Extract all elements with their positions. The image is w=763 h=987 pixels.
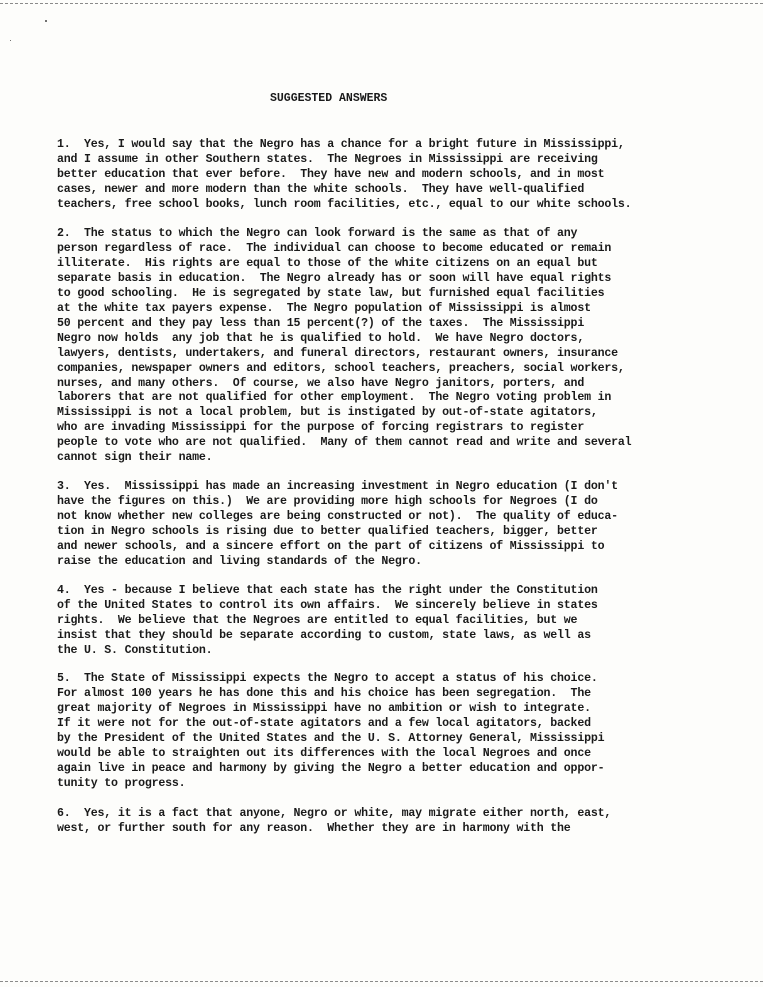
text-line: 5. The State of Mississippi expects the Negro to accept a status of his choice. xyxy=(57,672,598,685)
text-line: separate basis in education. The Negro already has or soon will have equal rights xyxy=(57,271,612,285)
text-line: nurses, and many others. Of course, we also have Negro janitors, porters, and xyxy=(57,376,585,390)
answer-3 xyxy=(57,480,707,570)
text-line: 2. The status to which the Negro can look forward is the same as that of any xyxy=(57,227,578,240)
text-line: tunity to progress. xyxy=(57,776,186,790)
text-line: raise the education and living standards of the Negro. xyxy=(57,554,422,568)
answer-6 xyxy=(57,807,707,837)
text-line: not know whether new colleges are being constructed or not). The quality of educa- xyxy=(57,509,618,523)
text-line: rights. We believe that the Negroes are entitled to equal facilities, but we xyxy=(57,613,578,627)
text-line: person regardless of race. The individual can choose to become educated or remain xyxy=(57,241,612,255)
answer-5 xyxy=(57,672,707,792)
text-line: lawyers, dentists, undertakers, and funeral directors, restaurant owners, insurance xyxy=(57,346,618,360)
text-line: 3. Yes. Mississippi has made an increasing investment in Negro education (I don't xyxy=(57,480,618,493)
text-line: to good schooling. He is segregated by state law, but furnished equal facilities xyxy=(57,286,605,300)
text-line: companies, newspaper owners and editors, school teachers, preachers, social workers, xyxy=(57,361,625,375)
answer-4 xyxy=(57,584,707,659)
text-line: by the President of the United States and the U. S. Attorney General, Mississippi xyxy=(57,731,605,745)
text-line: 1. Yes, I would say that the Negro has a chance for a bright future in Mississippi, xyxy=(57,138,625,151)
text-line: again live in peace and harmony by giving the Negro a better education and oppor- xyxy=(57,761,605,775)
text-line: For almost 100 years he has done this and his choice has been segregation. The xyxy=(57,686,591,700)
text-line: Mississippi is not a local problem, but is instigated by out-of-state agitators, xyxy=(57,406,598,420)
text-line: insist that they should be separate according to custom, state laws, as well as xyxy=(57,628,591,642)
text-line: people to vote who are not qualified. Many of them cannot read and write and several xyxy=(57,436,632,450)
text-line: 4. Yes - because I believe that each state has the right under the Constitution xyxy=(57,584,598,597)
text-line: cannot sign their name. xyxy=(57,451,213,465)
scan-speck xyxy=(45,20,47,22)
text-line: 6. Yes, it is a fact that anyone, Negro or white, may migrate either north, east, xyxy=(57,807,612,820)
scan-speck xyxy=(10,40,11,41)
text-line: cases, newer and more modern than the white schools. They have well-qualified xyxy=(57,182,585,196)
text-line: Negro now holds any job that he is qualified to hold. We have Negro doctors, xyxy=(57,331,585,345)
text-line: laborers that are not qualified for other employment. The Negro voting problem in xyxy=(57,391,612,405)
text-line: If it were not for the out-of-state agitators and a few local agitators, backed xyxy=(57,716,591,730)
text-line: and newer schools, and a sincere effort on the part of citizens of Mississippi to xyxy=(57,539,605,553)
text-line: have the figures on this.) We are providing more high schools for Negroes (I do xyxy=(57,494,598,508)
text-line: the U. S. Constitution. xyxy=(57,643,213,657)
text-line: and I assume in other Southern states. The Negroes in Mississippi are receiving xyxy=(57,152,598,166)
text-line: better education that ever before. They have new and modern schools, and in most xyxy=(57,167,605,181)
answer-1 xyxy=(57,138,707,213)
text-line: 50 percent and they pay less than 15 percent(?) of the taxes. The Mississippi xyxy=(57,316,585,330)
answer-2 xyxy=(57,227,707,466)
text-line: who are invading Mississippi for the purpose of forcing registrars to register xyxy=(57,421,585,435)
text-line: west, or further south for any reason. Whether they are in harmony with the xyxy=(57,821,571,835)
text-line: at the white tax payers expense. The Negro population of Mississippi is almost xyxy=(57,301,591,315)
text-line: great majority of Negroes in Mississippi have no ambition or wish to integrate. xyxy=(57,701,591,715)
text-line: teachers, free school books, lunch room facilities, etc., equal to our white schools. xyxy=(57,197,632,211)
text-line: illiterate. His rights are equal to those of the white citizens on an equal but xyxy=(57,256,598,270)
bottom-edge-dashes xyxy=(0,981,763,982)
top-edge-dashes xyxy=(0,3,763,4)
text-line: of the United States to control its own affairs. We sincerely believe in states xyxy=(57,598,598,612)
text-line: tion in Negro schools is rising due to better qualified teachers, bigger, better xyxy=(57,524,598,538)
document-title: SUGGESTED ANSWERS xyxy=(270,92,388,105)
text-line: would be able to straighten out its differences with the local Negroes and once xyxy=(57,746,591,760)
